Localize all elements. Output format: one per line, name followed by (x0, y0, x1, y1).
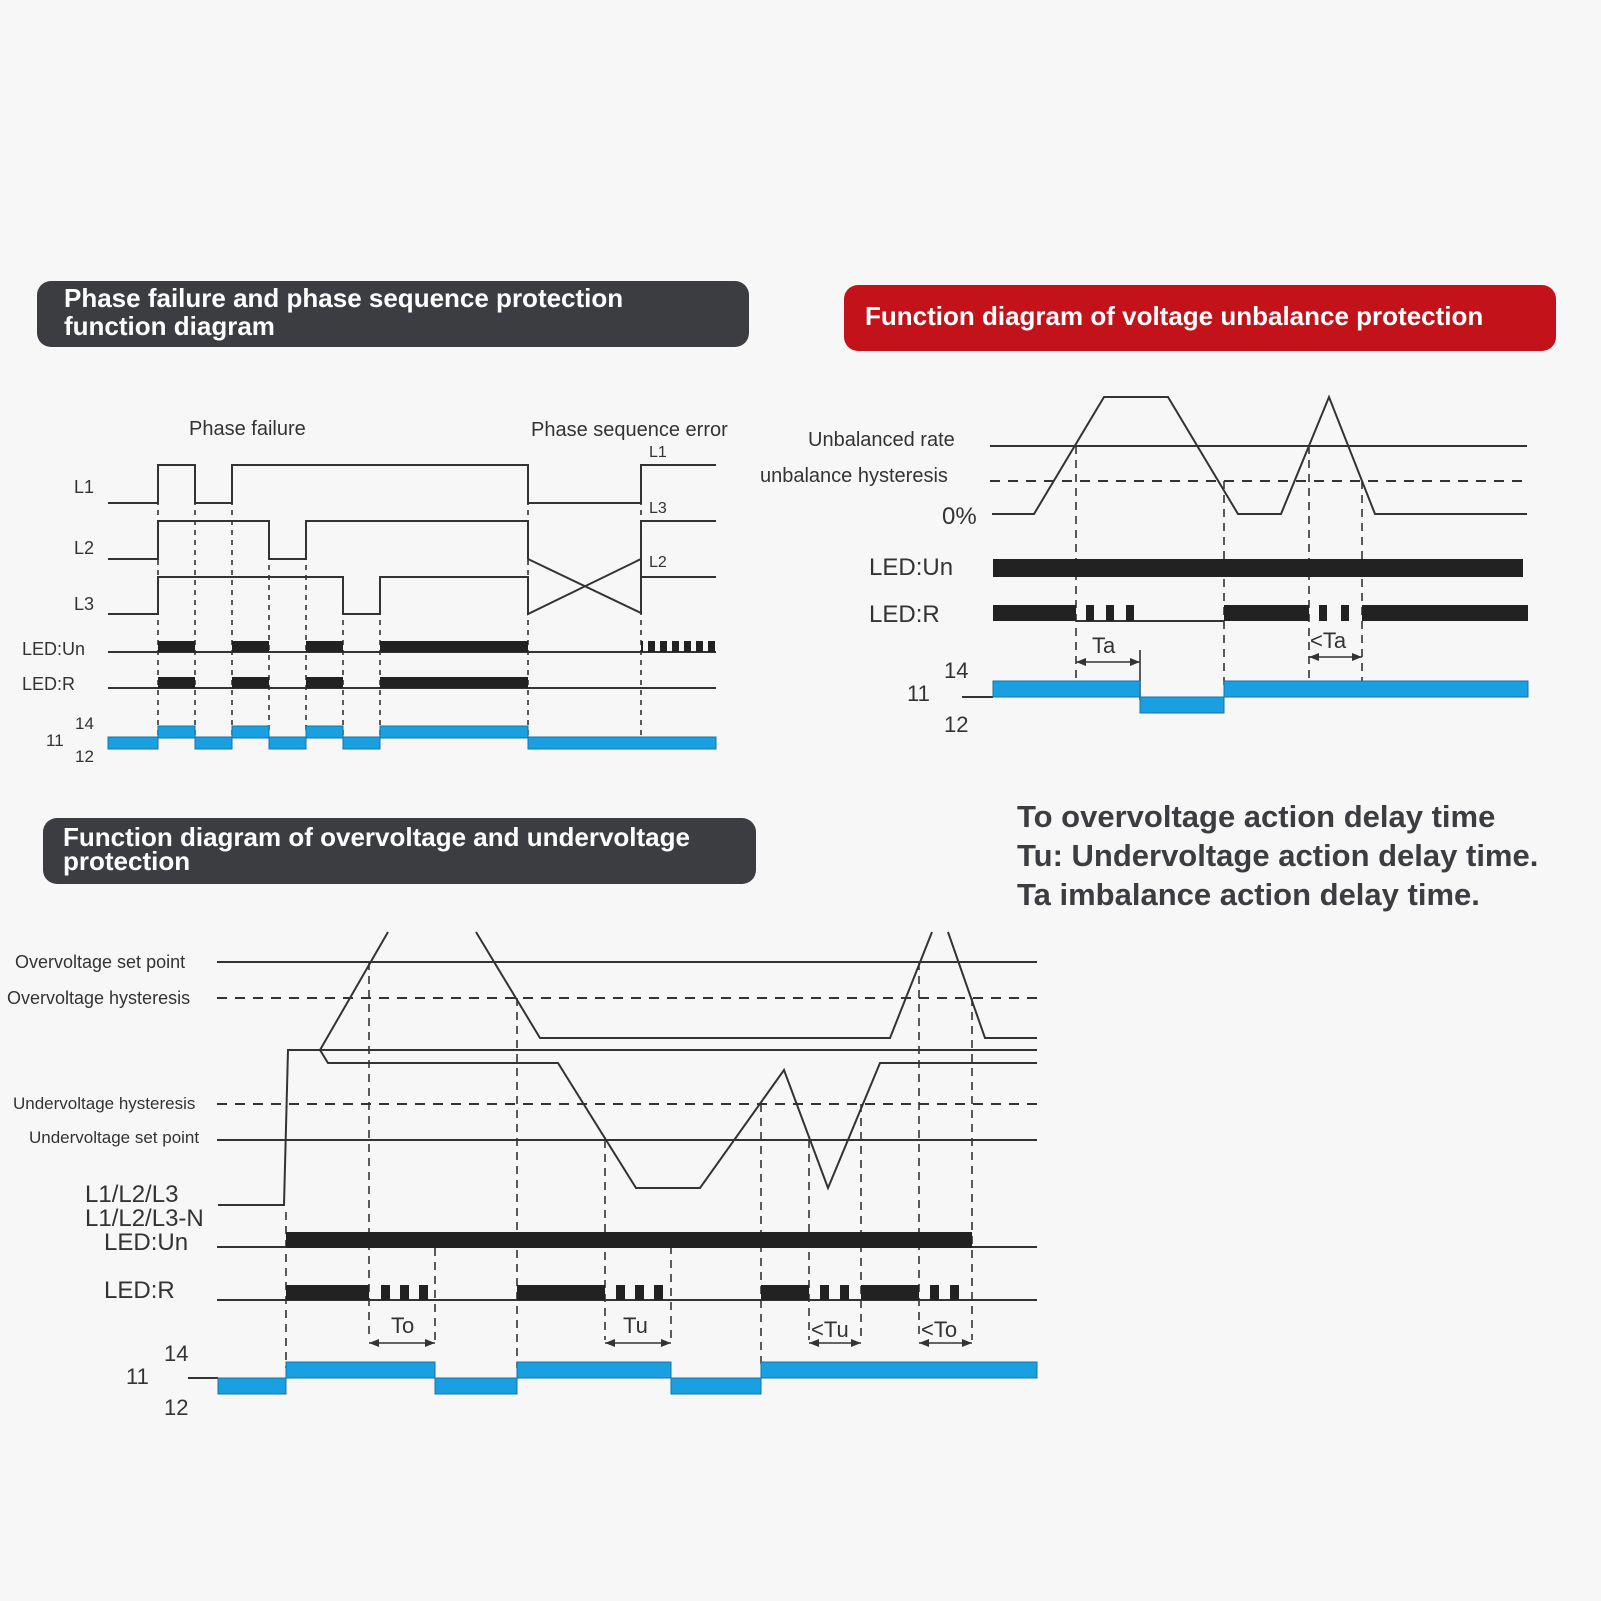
ov-hyst-label: Overvoltage hysteresis (7, 988, 191, 1008)
voltage-upper-waveform (218, 932, 388, 1205)
swap-l2-label: L2 (649, 554, 667, 571)
unb-contact-12-label: 12 (944, 712, 969, 737)
ta-label: Ta (1092, 633, 1116, 658)
contact-12-label: 12 (75, 747, 94, 766)
phase-banner-line1: Phase failure and phase sequence protection (64, 283, 624, 313)
voltage-banner-line1: Function diagram of overvoltage and undervoltage (63, 822, 690, 852)
phases-n-label: L1/L2/L3-N (85, 1205, 204, 1232)
contact-14-label: 14 (75, 714, 94, 733)
phase-dashed-markers (158, 470, 641, 735)
uv-hyst-label: Undervoltage hysteresis (13, 1094, 196, 1113)
voltage-upper-waveform-2 (476, 932, 932, 1038)
led-r-label: LED:R (22, 674, 76, 694)
phase-sequence-label: Phase sequence error (531, 419, 728, 441)
l1-waveform (108, 465, 716, 503)
lt-ta-label: <Ta (1310, 628, 1347, 653)
unbalance-banner-text: Function diagram of voltage unbalance protection (865, 301, 1484, 331)
unb-led-r-label: LED:R (869, 601, 940, 628)
legend-ta: Ta imbalance action delay time. (1017, 877, 1480, 912)
to-label: To (391, 1313, 415, 1338)
v-led-un-label: LED:Un (104, 1229, 189, 1256)
lt-tu-label: <Tu (811, 1317, 849, 1342)
v-contact-14-label: 14 (164, 1341, 189, 1366)
unb-led-un-label: LED:Un (869, 554, 954, 581)
swap-l3-label: L3 (649, 500, 667, 517)
contact-11-label: 11 (46, 731, 64, 750)
led-un-label: LED:Un (22, 639, 86, 659)
voltage-diagram (188, 932, 1037, 1378)
led-bars (158, 559, 1528, 1300)
unbalance-hysteresis-label: unbalance hysteresis (760, 465, 948, 487)
unb-contact-14-label: 14 (944, 658, 969, 683)
unbalance-diagram (962, 397, 1527, 700)
unb-contact-11-label: 11 (907, 681, 930, 706)
legend-tu: Tu: Undervoltage action delay time. (1017, 838, 1539, 873)
voltage-lower-waveform (320, 1050, 1037, 1188)
uv-set-label: Undervoltage set point (29, 1128, 200, 1147)
swap-l1-label: L1 (649, 444, 667, 461)
v-contact-11-label: 11 (126, 1364, 149, 1389)
phase-failure-label: Phase failure (189, 418, 306, 440)
delay-time-legend (1017, 797, 1538, 914)
zero-percent-label: 0% (942, 503, 977, 530)
tu-label: Tu (623, 1313, 648, 1338)
voltage-dashed-markers (286, 962, 972, 1368)
l1-label: L1 (74, 477, 95, 497)
ov-set-label: Overvoltage set point (15, 952, 186, 972)
phase-diagram (108, 465, 716, 735)
l3-label: L3 (74, 594, 95, 614)
unbalance-waveform (992, 397, 1527, 514)
legend-to: To overvoltage action delay time (1017, 799, 1496, 834)
phases-label: L1/L2/L3 (85, 1181, 179, 1208)
v-contact-12-label: 12 (164, 1395, 189, 1420)
voltage-banner-line2: protection (63, 846, 191, 876)
l2-label: L2 (74, 538, 95, 558)
phase-banner-line2: function diagram (64, 311, 275, 341)
v-led-r-label: LED:R (104, 1277, 175, 1304)
lt-to-label: <To (921, 1317, 958, 1342)
voltage-upper-waveform-3 (948, 932, 1037, 1038)
unbalanced-rate-label: Unbalanced rate (808, 429, 955, 451)
